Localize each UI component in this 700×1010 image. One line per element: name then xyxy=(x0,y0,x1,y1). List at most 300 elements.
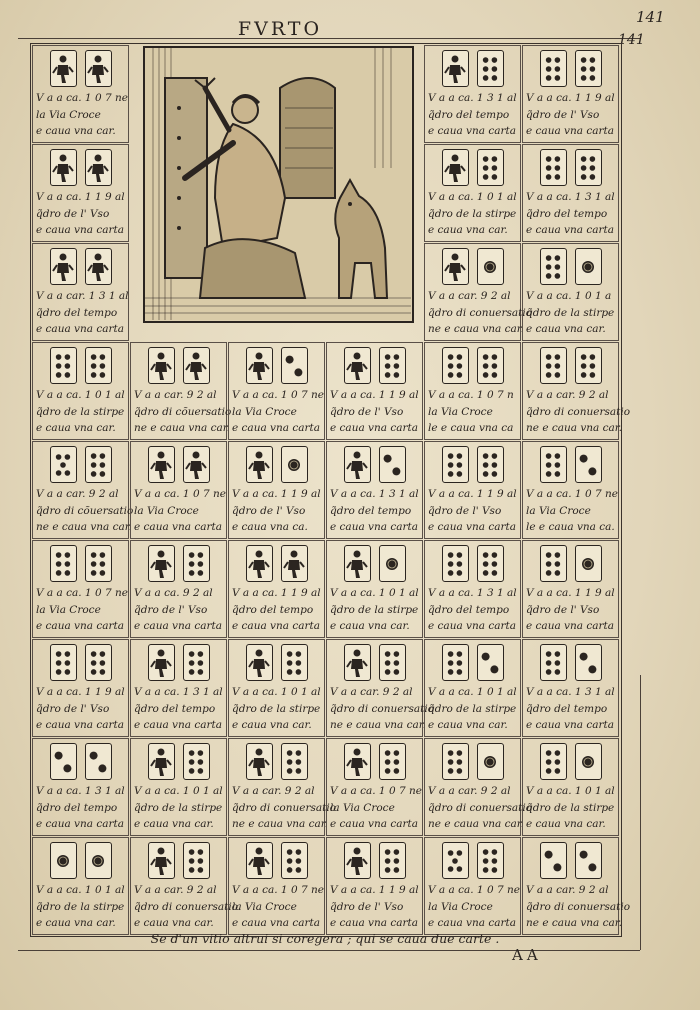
figure-die-icon xyxy=(148,446,175,483)
instruction-line: q̃dro del tempo xyxy=(526,702,608,715)
pip-die-icon xyxy=(575,545,602,582)
instruction-line: ne e caua vna car. xyxy=(428,323,525,335)
instruction-line: V a a ca. 1 0 1 al xyxy=(36,884,125,896)
instruction-line: V a a ca. 1 0 7 ne xyxy=(232,389,324,401)
pip-die-icon xyxy=(540,248,567,285)
instruction-line: q̃dro de la stirpe xyxy=(330,603,419,616)
pip-die-icon xyxy=(477,446,504,483)
instruction-line: ne e caua vna car. xyxy=(428,818,525,830)
instruction-line: V a a car. 9 2 al xyxy=(428,785,511,797)
instruction-line: e caua vna carta xyxy=(428,620,516,632)
pip-die-icon xyxy=(477,743,504,780)
cell-instruction xyxy=(232,783,337,833)
card-cell xyxy=(424,540,521,638)
dice-pair xyxy=(33,50,128,87)
instruction-line: V a a ca. 1 3 1 al xyxy=(36,785,125,797)
cell-instruction xyxy=(232,882,322,932)
instruction-line: la Via Croce xyxy=(36,603,101,616)
pip-die-icon xyxy=(50,545,77,582)
pip-die-icon xyxy=(540,50,567,87)
instruction-line: e caua vna carta xyxy=(134,521,222,533)
instruction-line: e caua vna carta xyxy=(36,719,124,731)
cell-instruction xyxy=(134,486,224,536)
instruction-line: q̃dro de l' Vso xyxy=(428,504,502,517)
instruction-line: V a a ca. 1 1 9 al xyxy=(232,488,321,500)
card-cell xyxy=(522,738,619,836)
woodcut-illustration xyxy=(143,46,414,323)
instruction-line: e caua vna carta xyxy=(526,125,614,137)
figure-die-icon xyxy=(85,248,112,285)
dice-pair xyxy=(327,545,422,582)
cell-instruction xyxy=(36,882,126,932)
instruction-line: e caua vna car. xyxy=(134,818,214,830)
instruction-line: e caua vna carta xyxy=(36,818,124,830)
dice-pair xyxy=(33,248,128,285)
cell-instruction xyxy=(428,684,518,734)
instruction-line: V a a car. 9 2 al xyxy=(36,488,119,500)
pip-die-icon xyxy=(540,644,567,681)
footer-rule xyxy=(18,950,640,951)
instruction-line: V a a car. 9 2 al xyxy=(232,785,315,797)
figure-die-icon xyxy=(246,644,273,681)
instruction-line: V a a ca. 1 0 1 a xyxy=(526,290,612,302)
dice-pair xyxy=(229,446,324,483)
cell-instruction xyxy=(526,585,616,635)
instruction-line: q̃dro de l' Vso xyxy=(330,900,404,913)
figure-die-icon xyxy=(50,50,77,87)
instruction-line: e caua vna car. xyxy=(428,224,508,236)
pip-die-icon xyxy=(379,743,406,780)
right-margin-rule xyxy=(640,675,641,950)
instruction-line: q̃dro di conuersatio xyxy=(526,405,631,418)
figure-die-icon xyxy=(183,347,210,384)
pip-die-icon xyxy=(442,545,469,582)
pip-die-icon xyxy=(477,248,504,285)
dice-pair xyxy=(425,743,520,780)
instruction-line: la Via Croce xyxy=(526,504,591,517)
instruction-line: e caua vna car. xyxy=(526,818,606,830)
pip-die-icon xyxy=(183,545,210,582)
instruction-line: V a a ca. 1 3 1 al xyxy=(526,686,615,698)
instruction-line: e caua vna car. xyxy=(526,323,606,335)
instruction-line: e caua vna ca. xyxy=(232,521,308,533)
cell-instruction xyxy=(428,189,518,239)
instruction-line: V a a ca. 1 3 1 al xyxy=(134,686,223,698)
figure-die-icon xyxy=(344,545,371,582)
dice-pair xyxy=(425,545,520,582)
instruction-line: V a a ca. 1 3 1 al xyxy=(526,191,615,203)
pip-die-icon xyxy=(85,347,112,384)
card-cell xyxy=(228,441,325,539)
instruction-line: V a a ca. 1 0 7 ne xyxy=(36,92,128,104)
card-cell xyxy=(522,243,619,341)
instruction-line: V a a car. 9 2 al xyxy=(526,389,609,401)
figure-die-icon xyxy=(344,743,371,780)
card-cell xyxy=(32,738,129,836)
instruction-line: ne e caua vna car. xyxy=(232,818,329,830)
instruction-line: ne e caua vna car. xyxy=(36,521,133,533)
figure-die-icon xyxy=(344,347,371,384)
dice-pair xyxy=(327,347,422,384)
page-title: FVRTO xyxy=(237,18,323,40)
figure-die-icon xyxy=(183,446,210,483)
instruction-line: e caua vna car. xyxy=(36,917,116,929)
pip-die-icon xyxy=(442,644,469,681)
instruction-line: q̃dro di conuersatio xyxy=(428,801,533,814)
figure-die-icon xyxy=(442,248,469,285)
cell-instruction xyxy=(232,486,322,536)
pip-die-icon xyxy=(540,446,567,483)
pip-die-icon xyxy=(281,842,308,879)
instruction-line: q̃dro de la stirpe xyxy=(428,702,517,715)
figure-die-icon xyxy=(50,248,77,285)
card-cell xyxy=(424,243,533,341)
pip-die-icon xyxy=(379,644,406,681)
dice-pair xyxy=(33,347,128,384)
card-cell xyxy=(130,540,227,638)
dice-pair xyxy=(425,446,520,483)
figure-die-icon xyxy=(148,743,175,780)
pip-die-icon xyxy=(50,644,77,681)
pip-die-icon xyxy=(379,347,406,384)
instruction-line: V a a ca. 1 1 9 al xyxy=(526,92,615,104)
instruction-line: V a a ca. 1 1 9 al xyxy=(526,587,615,599)
folio-number-inner: 141 xyxy=(618,32,645,48)
instruction-line: e caua vna car. xyxy=(36,422,116,434)
figure-die-icon xyxy=(246,842,273,879)
instruction-line: e caua vna carta xyxy=(36,323,124,335)
instruction-line: V a a car. 1 3 1 al xyxy=(36,290,129,302)
instruction-line: q̃dro de l' Vso xyxy=(526,603,600,616)
pip-die-icon xyxy=(575,248,602,285)
dice-pair xyxy=(523,50,618,87)
dice-pair xyxy=(523,743,618,780)
cell-instruction xyxy=(36,387,126,437)
card-cell xyxy=(32,540,129,638)
dice-pair xyxy=(523,842,618,879)
dice-pair xyxy=(425,842,520,879)
cell-instruction xyxy=(134,585,224,635)
cell-instruction xyxy=(526,783,616,833)
instruction-line: V a a ca. 1 0 1 al xyxy=(232,686,321,698)
pip-die-icon xyxy=(540,743,567,780)
pip-die-icon xyxy=(379,842,406,879)
instruction-line: e caua vna carta xyxy=(36,620,124,632)
card-cell xyxy=(424,45,521,143)
dice-pair xyxy=(33,149,128,186)
pip-die-icon xyxy=(575,149,602,186)
instruction-line: la Via Croce xyxy=(232,900,297,913)
pip-die-icon xyxy=(281,743,308,780)
cell-instruction xyxy=(134,882,239,932)
dice-pair xyxy=(229,842,324,879)
card-cell xyxy=(32,441,134,539)
instruction-line: la Via Croce xyxy=(36,108,101,121)
instruction-line: q̃dro de l' Vso xyxy=(232,504,306,517)
card-cell xyxy=(130,342,232,440)
instruction-line: e caua vna car. xyxy=(36,125,116,137)
cell-instruction xyxy=(526,189,616,239)
instruction-line: la Via Croce xyxy=(330,801,395,814)
instruction-line: e caua vna carta xyxy=(428,125,516,137)
pip-die-icon xyxy=(85,842,112,879)
instruction-line: e caua vna carta xyxy=(36,224,124,236)
instruction-line: V a a ca. 1 1 9 al xyxy=(330,389,419,401)
card-cell xyxy=(326,540,423,638)
instruction-line: le e caua vna ca. xyxy=(526,521,615,533)
dice-pair xyxy=(425,347,520,384)
dice-pair xyxy=(327,644,422,681)
instruction-line: e caua vna car. xyxy=(134,917,214,929)
dice-pair xyxy=(425,149,520,186)
instruction-line: q̃dro del tempo xyxy=(232,603,314,616)
instruction-line: e caua vna carta xyxy=(232,422,320,434)
cell-instruction xyxy=(526,387,631,437)
pip-die-icon xyxy=(442,347,469,384)
instruction-line: q̃dro de la stirpe xyxy=(134,801,223,814)
instruction-line: le e caua vna ca xyxy=(428,422,514,434)
instruction-line: e caua vna car. xyxy=(330,620,410,632)
card-cell xyxy=(424,738,533,836)
instruction-line: V a a ca. 9 2 al xyxy=(134,587,213,599)
instruction-line: q̃dro de la stirpe xyxy=(526,801,615,814)
cell-instruction xyxy=(36,90,126,140)
instruction-line: q̃dro de la stirpe xyxy=(428,207,517,220)
instruction-line: V a a ca. 1 3 1 al xyxy=(428,92,517,104)
card-cell xyxy=(424,639,521,737)
cell-instruction xyxy=(330,684,435,734)
instruction-line: V a a ca. 1 0 1 al xyxy=(428,191,517,203)
pip-die-icon xyxy=(85,644,112,681)
pip-die-icon xyxy=(477,545,504,582)
instruction-line: e caua vna carta xyxy=(330,917,418,929)
card-cell xyxy=(228,540,325,638)
pip-die-icon xyxy=(477,50,504,87)
cell-instruction xyxy=(232,585,322,635)
dice-pair xyxy=(425,644,520,681)
instruction-line: la Via Croce xyxy=(428,405,493,418)
cell-instruction xyxy=(36,486,134,536)
instruction-line: e caua vna carta xyxy=(526,620,614,632)
figure-die-icon xyxy=(148,545,175,582)
figure-die-icon xyxy=(50,149,77,186)
pip-die-icon xyxy=(575,842,602,879)
instruction-line: V a a car. 9 2 al xyxy=(134,884,217,896)
dice-pair xyxy=(425,50,520,87)
instruction-line: e caua vna carta xyxy=(526,224,614,236)
instruction-line: ne e caua vna car. xyxy=(134,422,231,434)
card-cell xyxy=(326,441,423,539)
instruction-line: e caua vna carta xyxy=(330,818,418,830)
card-cell xyxy=(130,738,227,836)
dice-pair xyxy=(523,149,618,186)
pip-die-icon xyxy=(442,842,469,879)
signature-mark: AA xyxy=(512,946,542,964)
card-cell xyxy=(424,837,521,935)
card-cell xyxy=(522,639,619,737)
card-cell xyxy=(522,837,631,935)
instruction-line: V a a ca. 1 0 7 ne xyxy=(36,587,128,599)
instruction-line: e caua vna car. xyxy=(232,719,312,731)
instruction-line: V a a car. 9 2 al xyxy=(526,884,609,896)
pip-die-icon xyxy=(183,644,210,681)
figure-die-icon xyxy=(246,446,273,483)
card-cell xyxy=(326,342,423,440)
pip-die-icon xyxy=(85,743,112,780)
pip-die-icon xyxy=(540,842,567,879)
instruction-line: V a a ca. 1 3 1 al xyxy=(428,587,517,599)
instruction-line: q̃dro di conuersatio xyxy=(232,801,337,814)
figure-die-icon xyxy=(148,842,175,879)
instruction-line: q̃dro de la stirpe xyxy=(36,900,125,913)
dice-pair xyxy=(229,545,324,582)
dice-pair xyxy=(229,347,324,384)
instruction-line: q̃dro de l' Vso xyxy=(330,405,404,418)
instruction-line: V a a ca. 1 0 7 ne xyxy=(428,884,520,896)
pip-die-icon xyxy=(183,743,210,780)
dice-pair xyxy=(131,644,226,681)
dice-pair xyxy=(327,743,422,780)
cell-instruction xyxy=(232,387,322,437)
dice-pair xyxy=(229,644,324,681)
instruction-line: e caua vna carta xyxy=(330,422,418,434)
dice-pair xyxy=(33,644,128,681)
instruction-line: V a a ca. 1 0 1 al xyxy=(428,686,517,698)
instruction-line: la Via Croce xyxy=(232,405,297,418)
instruction-line: V a a ca. 1 0 7 ne xyxy=(330,785,422,797)
dice-pair xyxy=(131,347,226,384)
pip-die-icon xyxy=(477,347,504,384)
instruction-line: q̃dro di conuersatio xyxy=(134,900,239,913)
card-cell xyxy=(228,738,337,836)
cell-instruction xyxy=(428,585,518,635)
figure-die-icon xyxy=(442,149,469,186)
instruction-line: q̃dro del tempo xyxy=(428,603,510,616)
instruction-line: e caua vna carta xyxy=(428,917,516,929)
cell-instruction xyxy=(526,486,616,536)
instruction-line: V a a ca. 1 0 1 al xyxy=(526,785,615,797)
thief-dog-woodcut-icon xyxy=(145,48,411,320)
instruction-line: e caua vna carta xyxy=(134,719,222,731)
instruction-line: q̃dro di conuersatio xyxy=(330,702,435,715)
dice-pair xyxy=(33,446,128,483)
dice-pair xyxy=(33,842,128,879)
pip-die-icon xyxy=(379,545,406,582)
instruction-line: ne e caua vna car. xyxy=(526,422,623,434)
cell-instruction xyxy=(330,882,420,932)
instruction-line: V a a ca. 1 0 7 ne xyxy=(232,884,324,896)
card-cell xyxy=(228,342,325,440)
pip-die-icon xyxy=(575,50,602,87)
cell-instruction xyxy=(330,387,420,437)
figure-die-icon xyxy=(85,149,112,186)
instruction-line: q̃dro del tempo xyxy=(428,108,510,121)
card-cell xyxy=(32,144,129,242)
dice-pair xyxy=(523,644,618,681)
instruction-line: V a a car. 9 2 al xyxy=(330,686,413,698)
dice-pair xyxy=(523,446,618,483)
instruction-line: q̃dro de la stirpe xyxy=(36,405,125,418)
card-cell xyxy=(326,837,423,935)
folio-number: 141 xyxy=(636,8,665,26)
figure-die-icon xyxy=(246,347,273,384)
pip-die-icon xyxy=(442,446,469,483)
instruction-line: q̃dro di conuersatio xyxy=(526,900,631,913)
instruction-line: q̃dro del tempo xyxy=(36,801,118,814)
figure-die-icon xyxy=(344,842,371,879)
pip-die-icon xyxy=(85,545,112,582)
instruction-line: V a a ca. 1 0 7 n xyxy=(428,389,514,401)
card-cell xyxy=(522,342,631,440)
card-cell xyxy=(522,441,619,539)
figure-die-icon xyxy=(442,50,469,87)
dice-pair xyxy=(33,743,128,780)
cell-instruction xyxy=(526,882,631,932)
cell-instruction xyxy=(330,486,420,536)
figure-die-icon xyxy=(246,743,273,780)
dice-pair xyxy=(327,446,422,483)
pip-die-icon xyxy=(575,644,602,681)
figure-die-icon xyxy=(344,644,371,681)
pip-die-icon xyxy=(183,842,210,879)
pip-die-icon xyxy=(540,149,567,186)
card-cell xyxy=(32,639,129,737)
card-cell xyxy=(32,342,129,440)
instruction-line: q̃dro de la stirpe xyxy=(526,306,615,319)
pip-die-icon xyxy=(575,446,602,483)
card-cell xyxy=(32,243,129,341)
instruction-line: q̃dro de l' Vso xyxy=(134,603,208,616)
figure-die-icon xyxy=(148,347,175,384)
card-cell xyxy=(424,342,521,440)
pip-die-icon xyxy=(50,446,77,483)
cell-instruction xyxy=(330,585,420,635)
instruction-line: e caua vna carta xyxy=(330,521,418,533)
figure-die-icon xyxy=(246,545,273,582)
card-cell xyxy=(130,837,239,935)
instruction-line: V a a ca. 1 1 9 al xyxy=(330,884,419,896)
instruction-line: V a a car. 9 2 al xyxy=(134,389,217,401)
pip-die-icon xyxy=(379,446,406,483)
instruction-line: V a a ca. 1 0 1 al xyxy=(36,389,125,401)
cell-instruction xyxy=(134,684,224,734)
card-cell xyxy=(326,639,435,737)
card-cell xyxy=(130,441,227,539)
card-cell xyxy=(522,540,619,638)
cell-instruction xyxy=(428,882,518,932)
dice-pair xyxy=(131,446,226,483)
instruction-line: q̃dro del tempo xyxy=(134,702,216,715)
instruction-line: e caua vna carta xyxy=(428,521,516,533)
dice-pair xyxy=(523,347,618,384)
cell-instruction xyxy=(428,486,518,536)
footer-note: Se d'un vitio altrui si coregera ; qui se caua due carte . xyxy=(150,931,500,946)
instruction-line: q̃dro di conuersatio xyxy=(428,306,533,319)
cell-instruction xyxy=(526,90,616,140)
instruction-line: V a a ca. 1 1 9 al xyxy=(36,191,125,203)
pip-die-icon xyxy=(540,347,567,384)
cell-instruction xyxy=(36,189,126,239)
instruction-line: V a a ca. 1 1 9 al xyxy=(36,686,125,698)
instruction-line: V a a ca. 1 1 9 al xyxy=(428,488,517,500)
instruction-line: e caua vna carta xyxy=(526,719,614,731)
pip-die-icon xyxy=(85,446,112,483)
cell-instruction xyxy=(36,288,129,338)
card-cell xyxy=(424,144,521,242)
instruction-line: e caua vna car. xyxy=(428,719,508,731)
cell-instruction xyxy=(232,684,322,734)
dice-pair xyxy=(523,545,618,582)
